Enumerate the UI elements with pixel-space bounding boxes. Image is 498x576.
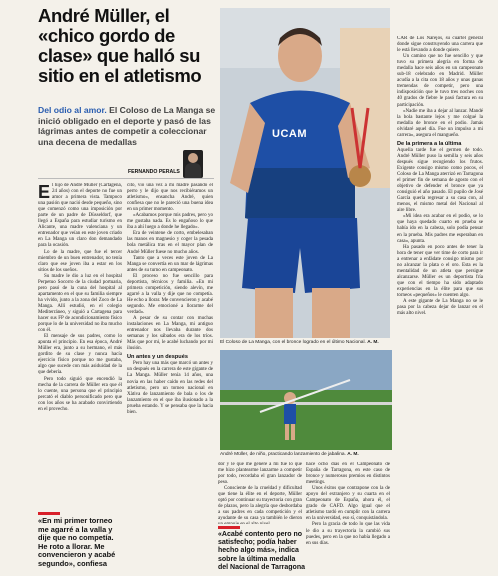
col5-p7: A este gigante de La Manga no se le pasa por la cabeza dejar de lanzar en el más alto nivel.: [397, 299, 483, 317]
col2-p1: cito, vio una vez a mi madre pasando el perro y le dijo que nos recibiéramos un atletismo», ensancha André, quien confiesa que no le pareció una buena idea en un primer momento.: [127, 183, 213, 213]
col1-p2: Lo de la madre, que fue el tercer miembro de un buen entrenador, no tenía claro que ese joven iba a estar en los sitios de los sueños.: [38, 249, 122, 273]
col2-p6: A pesar de su contar con muchas instalaciones en La Manga, mi antiguo entrenador nos llevaba durante dos semanas y los sábados era de los tríos. Más que por mi, le acabé luchando por mi ilusión.: [127, 316, 213, 352]
main-photo: [220, 8, 390, 338]
col5-p2: Un camino que no fue sencillo y que tuvo su primera alegría en forma de medalla hace seis años en un campeonato sub-18 celebrado en Madrid. Müller acudía a la cita con 18 años y unas ganas tremendas de competir, pero una indisposición que le tuvo tres noches con 40 grados de fiebre le pasó factura en su participación.: [397, 54, 483, 108]
column-1: [38, 183, 122, 498]
deck: [38, 105, 216, 147]
main-photo-caption: [220, 340, 395, 346]
col1-p3: Su madre le dio a luz en el hospital Perpetuo Socorro de la ciudad portuaria, pero pasó de la cuna del hospital al apartamento en el que su familia siempre ha vivido, junto a la zona del Zoco de La Manga. Allí estudió, en el colegio Mediterráneo, y siguió a Cartagena para hacer sus FP de acondicionamiento físico porque lo de la universidad no iba mucho con él.: [38, 273, 122, 334]
col5-p3: «Nadie me iba a dejar al lanzar. Mandé la bola bastante lejos y me colgué la medalla de bronce en el podio. Jamás olvidaré aquel día. Fue un impulso a mi carrera», asegura el mangueño.: [397, 108, 483, 138]
second-photo-caption-text: André Müller, de niño, practicando lanzamiento de jabalina.: [220, 452, 346, 457]
col2-p7: Pero hay una más que marcó un antes y un después en la carrera de este gigante de La Manga. Müller tenía 14 años, una novia en las haber caído en las redes del atletismo, pero un torneo nacional en Xàtiva de lanzamiento de bala o los de lanzamiento en el que iba ilusionado a la prueba estando. Y se pensaba que la hacia bien.: [127, 361, 213, 415]
col1-p4: El mensaje de sus padres, como lo apunta el principio. En esa época, André Müller era, junto a su hermano, el más gordito de su clase y nunca hacía ejercicio físico porque no me gustaba, algo que sucede con más asiduidad de la que debería.: [38, 334, 122, 376]
dropcap: E: [38, 183, 51, 202]
deck-text: El Coloso de La Manga se inició obligado en el deporte y pasó de las lágrimas antes de competir a coleccionar una decena de medallas: [38, 105, 216, 147]
pull-quote-1-bar: [38, 512, 60, 515]
col5-p1: CAR de Los Narejos, su cuartel general donde sigue construyendo una carrera que le está llevando a donde quiere.: [397, 36, 483, 54]
col5-p4: Aquella tarde fue el germen de todo. André Müller puso la semilla y seis años después sigue recogiendo los frutos. Exigente consigo mismo como pocos, el Coloso de La Manga aterrizó en Tarragona el primer fin de semana de agosto con el objetivo de defender el bronce que ya consiguió el año pasado. El pupilo de José García quería regresar a su casa con, al menos, el mismo metal del Nacional al aire libre.: [397, 147, 483, 214]
col2-p2: «Acabamos porque mis padres, pero yo me gustaba nada. Es lo engañoso lo que iba a ahí luego a donde he llegado».: [127, 213, 213, 231]
col2-subheading: Un antes y un después: [127, 354, 188, 361]
deck-divider: [38, 178, 214, 179]
col4-p2: Unos éxitos que contrapone con la de apoyo del extranjero y su cuarta en el Campeonato de España, ahora él, el grado de CAFD. Algo igual que el atletismo tardó en cumplir con la carrera en la universidad, eso sí, conquistándola.: [306, 486, 390, 522]
pull-quote-2-text: «Acabé contento pero no satisfecho; podía haber hecho algo más», indica sobre la última medalla del Nacional de Tarragona: [218, 531, 306, 571]
deck-lead: Del odio al amor.: [38, 105, 107, 115]
column-4: [306, 462, 390, 574]
second-photo-caption: [220, 452, 395, 458]
col1-p5: Pero todo siguió que encendió la mecha de la carrera de Müller era que él lo cuente, una persona que el principio percató el diablo personificado pero que con los años se ha acabado convirtiendo en el provecho.: [38, 376, 122, 412]
pull-quote-1: [38, 512, 122, 569]
col4-p1: hace ocho días en el Campeonato de España de Tarragona, en este caso de bronce y numerosos premios en distintos meetings.: [306, 462, 390, 486]
col2-p4: Tanto que a veces este joven de La Manga se convertía en un mar de lágrimas antes de su turno en campeonato.: [127, 255, 213, 273]
pull-quote-2: [218, 526, 306, 572]
col5-subheading: De la primera a la última: [397, 140, 462, 147]
col5-p6: Ha pasado en poco antes de tener la hora de tener que ver time de corto para ir a entrenar a enfádate consigo mismo por no alcanzar la plata o el oro. Esta es la mentalidad de un atleta que persigue alcanzarse. Müller es un deportista fría que con el tiempo ha sido adaptado experiencias en la élite para que sus torneos «pequeños» le cuenten algo.: [397, 244, 483, 298]
headline: André Müller, el «chico gordo de clase» que halló su sitio en el atletismo: [38, 5, 202, 86]
second-photo: [220, 350, 392, 450]
athlete-illustration: [220, 8, 390, 338]
col2-p3: Era de veintene de corto, embelesaban las manos en magnesio y coger la pesada bola metálica tras en el mayor plan de André Müller fuese no mucho años.: [127, 231, 213, 255]
col3-p1: dor y le que me generé a mí fue lo que me hizo plantearme lanzarme a competir por todo, recordaba el gran lanzador de peso.: [218, 462, 302, 486]
column-5: [397, 36, 483, 574]
col4-p3: Pero la gracia de todo lo que las vida le dio a su trayectoria la cambió sus puedes, pero en la que no había llegado a en sus días.: [306, 522, 390, 546]
col5-p5: «Mi idea era acabar en el podio, se lo que haya quedado cuarto en prueba se había ido en la cabeza, solo podía pensar en la prueba. Mis padres me esperaban en casa», apunta.: [397, 214, 483, 244]
column-2: [127, 183, 213, 573]
main-photo-caption-text: El Coloso de La Manga, con el bronce logrado en el último Nacional.: [220, 340, 366, 345]
child-javelin-illustration: [220, 350, 392, 450]
column-3: [218, 462, 302, 524]
col3-p2: Consciente de la crueldad y dificultad que tiene la élite en el deporte, Müller optó por continuar su trayectoria con gran de plazos, pero la alegría que desbordaba a sus padres en cada competición y el ayudante de su casa ya también le dieron: [218, 486, 302, 522]
pull-quote-2-bar: [218, 526, 240, 529]
pull-quote-1-text: «En mi primer torneo me agarré a la valla y dije que no competía. He roto a llorar. Me convencieron y acabé segundo», confiesa: [38, 516, 116, 568]
col1-p1: l hijo de André Müller (Cartagena, 24 años) con el deporte no fue un amor a primera vista. Tampoco una pasión que nació desde pequeño, sino que comenzó como una imposición por parte de un padre de Düsseldorf, que llegó a España para estudiar turismo en Alicante, una madre valenciana y un entrenador que veían en este joven criado en La Manga un claro don demandado para la ocasión.: [38, 183, 122, 249]
second-photo-credit: A. M.: [347, 452, 359, 457]
byline: FERNANDO PERALS: [128, 169, 180, 175]
shirt-text: UCAM: [272, 128, 307, 140]
main-photo-credit: A. M.: [367, 340, 379, 345]
col2-p5: El proceso no fue sencillo para deportista, técnicos y familia. «En mi primera competición, siendo alevín, me agarré a la valla y dije que no competía. He echo a llorar. Me convencieron y acabé segundo. Me emocioné a llorarme del verdad».: [127, 273, 213, 315]
